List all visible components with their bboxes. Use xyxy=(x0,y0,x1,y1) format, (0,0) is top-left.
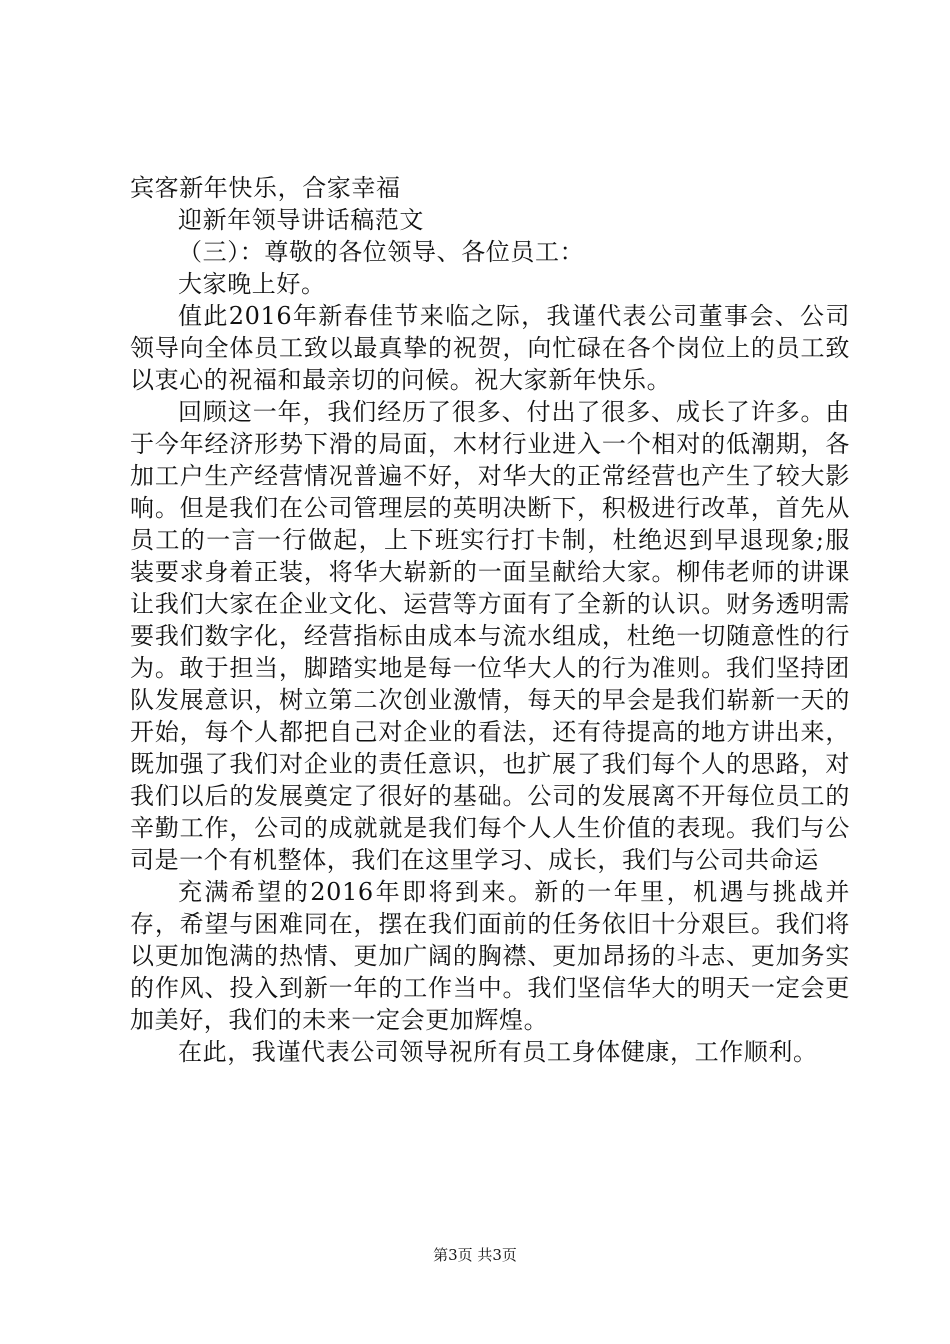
salutation: （三）：尊敬的各位领导、各位员工： xyxy=(178,238,585,266)
paragraph-year-review: 回顾这一年，我们经历了很多、付出了很多、成长了许多。由于今年经济形势下滑的局面，木材行业进入一个相对的低潮期，各加工户生产经营情况普遍不好，对华大的正常经营也产生了较大影响。但是我们在公司管理层的英明决断下，积极进行改革，首先从员工的一言一行做起，上下班实行打卡制，杜绝迟到早退现象;服装要求身着正装，将华大崭新的一面呈献给大家。柳伟老师的讲课让我们大家在企业文化、运营等方面有了全新的认识。财务透明需要我们数字化，经营指标由成本与流水组成，杜绝一切随意性的行为。敢于担当，脚踏实地是每一位华大人的行为准则。我们坚持团队发展意识，树立第二次创业激情，每天的早会是我们崭新一天的开始，每个人都把自己对企业的看法，还有待提高的地方讲出来，既加强了我们对企业的责任意识，也扩展了我们每个人的思路，对我们以后的发展奠定了很好的基础。公司的发展离不开每位员工的辛勤工作，公司的成就就是我们每个人人生价值的表现。我们与公司是一个有机整体，我们在这里学习、成长，我们与公司共命运 xyxy=(130,398,850,874)
closing-line: 宾客新年快乐，合家幸福 xyxy=(130,174,401,202)
document-title: 迎新年领导讲话稿范文 xyxy=(178,206,424,234)
page-number-footer: 第3页 共3页 xyxy=(433,1246,517,1264)
paragraph-new-year-wishes: 值此2016年新春佳节来临之际，我谨代表公司董事会、公司领导向全体员工致以最真挚的祝贺，向忙碌在各个岗位上的员工致以衷心的祝福和最亲切的问候。祝大家新年快乐。 xyxy=(130,302,850,394)
paragraph-outlook: 充满希望的2016年即将到来。新的一年里，机遇与挑战并存，希望与困难同在，摆在我们面前的任务依旧十分艰巨。我们将以更加饱满的热情、更加广阔的胸襟、更加昂扬的斗志、更加务实的作风、投入到新一年的工作当中。我们坚信华大的明天一定会更加美好，我们的未来一定会更加辉煌。 xyxy=(130,878,850,1034)
paragraph-closing-wishes: 在此，我谨代表公司领导祝所有员工身体健康，工作顺利。 xyxy=(178,1038,818,1066)
greeting: 大家晚上好。 xyxy=(178,270,326,298)
document-body xyxy=(130,172,850,1068)
